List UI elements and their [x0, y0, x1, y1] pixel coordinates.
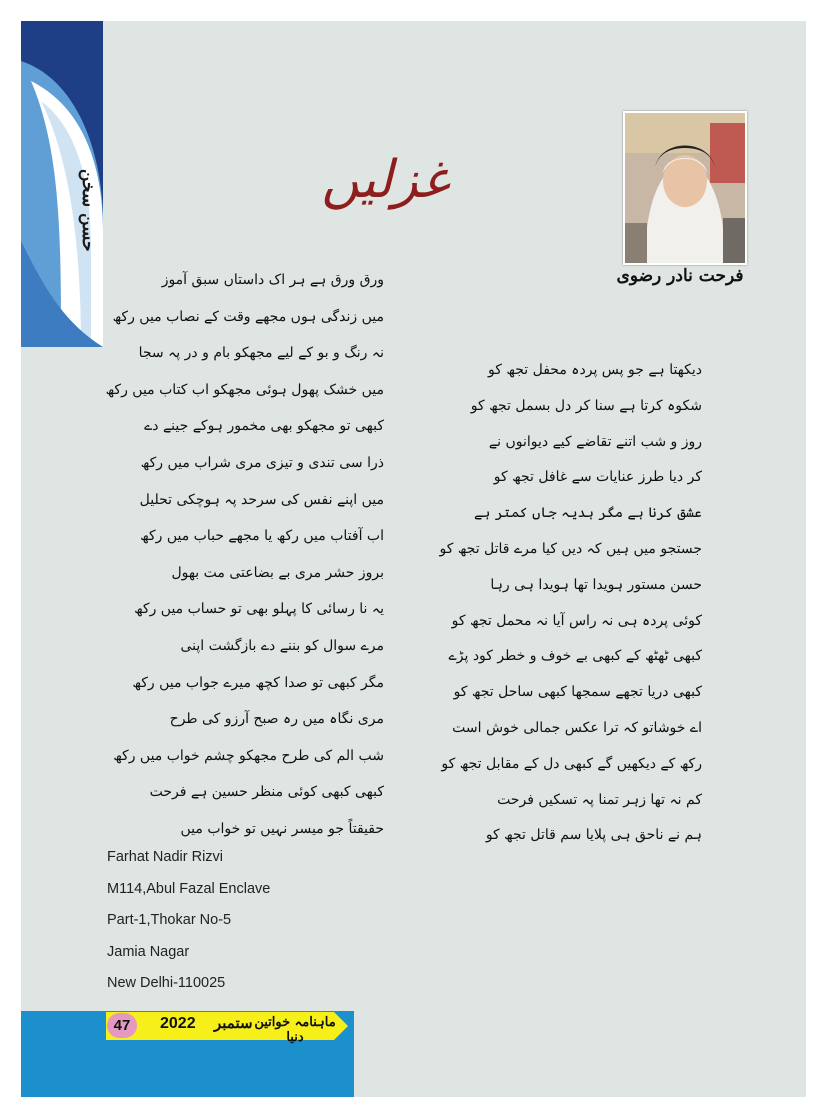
verse-line: کم نہ تھا زہر تمنا پہ تسکیں فرحت [497, 791, 702, 808]
author-name-urdu: فرحت نادر رضوی [616, 266, 744, 286]
verse-line: کوئی پردہ ہی نہ راس آیا نہ محمل تجھ کو [451, 612, 702, 629]
left-ghazal [105, 262, 384, 848]
address-line: M114,Abul Fazal Enclave [107, 880, 271, 897]
page-number-badge: 47 [107, 1013, 137, 1038]
verse-line: روز و شب اتنے تقاضے کیے دیوانوں نے [488, 433, 702, 450]
verse-line: کر دیا طرز عنایات سے غافل تجھ کو [493, 469, 702, 486]
verse-line: میں اپنے نفس کی سرحد پہ ہوچکی تحلیل [139, 491, 384, 508]
verse-line: نہ رنگ و بو کے لیے مجھکو بام و در پہ سجا [138, 345, 384, 362]
issue-month: ستمبر [214, 1014, 253, 1032]
issue-year: 2022 [160, 1015, 196, 1032]
verse-line: حقیقتاً جو میسر نہیں تو خواب میں [180, 820, 384, 837]
verse-line: ہم نے ناحق ہی پلایا سم قاتل تجھ کو [485, 827, 702, 844]
address-name: Farhat Nadir Rizvi [107, 849, 224, 865]
right-ghazal [439, 353, 702, 854]
address-line: Part-1,Thokar No-5 [107, 912, 232, 928]
address-line: Jamia Nagar [107, 943, 190, 960]
verse-line: شب الم کی طرح مجھکو چشم خواب میں رکھ [113, 747, 384, 764]
verse-line: یہ نا رسائی کا پہلو بھی تو حساب میں رکھ [134, 601, 384, 618]
verse-line: شکوہ کرتا ہے سنا کر دل بسمل تجھ کو [470, 397, 702, 414]
verse-line: کبھی دریا تجھے سمجھا کبھی ساحل تجھ کو [453, 684, 702, 701]
verse-line: جستجو میں ہیں کہ دیں کیا مرے قاتل تجھ کو [439, 540, 702, 557]
verse-line: دیکھتا ہے جو پس پردہ محفل تجھ کو [488, 362, 702, 378]
address-line: New Delhi-110025 [107, 975, 226, 991]
verse-line: کبھی ٹھٹھ کے کبھی بے خوف و خطر کود پڑے [448, 648, 702, 665]
verse-line: حسن مستور ہویدا تھا ہویدا ہی رہا [490, 576, 702, 593]
verse-line: کبھی کبھی کوئی منظر حسین ہے فرحت [149, 784, 384, 801]
author-photo [623, 111, 747, 265]
verse-line: بروز حشر مری بے بضاعتی مت بھول [171, 564, 384, 581]
verse-line: اب آفتاب میں رکھ یا مجھے حباب میں رکھ [140, 528, 384, 545]
verse-line: مرے سوال کو بننے دے بازگشت اپنی [180, 637, 384, 654]
section-label: حسن سخن [78, 168, 98, 252]
verse-line: کبھی تو مجھکو بھی مخمور ہوکے جینے دے [144, 418, 384, 435]
verse-line: مری نگاہ میں رہ صبح آرزو کی طرح [169, 711, 384, 728]
verse-line: میں زندگی ہوں مجھے وقت کے نصاب میں رکھ [112, 308, 384, 325]
verse-line: ورق ورق ہے ہر اک داستاں سبق آموز [161, 272, 384, 288]
author-address [107, 842, 270, 1000]
page-title: غزلیں [321, 150, 449, 210]
verse-line: میں خشک پھول ہوئی مجھکو اب کتاب میں رکھ [105, 381, 384, 398]
magazine-name: ماہنامہ خواتین دنیا [254, 1015, 336, 1045]
portrait-image [625, 113, 745, 263]
verse-line: عشق کرنا ہے مگر ہدیہ جاں کمتر ہے [473, 505, 702, 522]
verse-line: مگر کبھی تو صدا کچھ میرے جواب میں رکھ [132, 674, 384, 691]
verse-line: ذرا سی تندی و تیزی مری شراب میں رکھ [140, 454, 384, 471]
verse-line: رکھ کے دیکھیں گے کبھی دل کے مقابل تجھ کو [441, 755, 702, 772]
verse-line: اے خوشاتو کہ ترا عکس جمالی خوش است [452, 719, 702, 736]
